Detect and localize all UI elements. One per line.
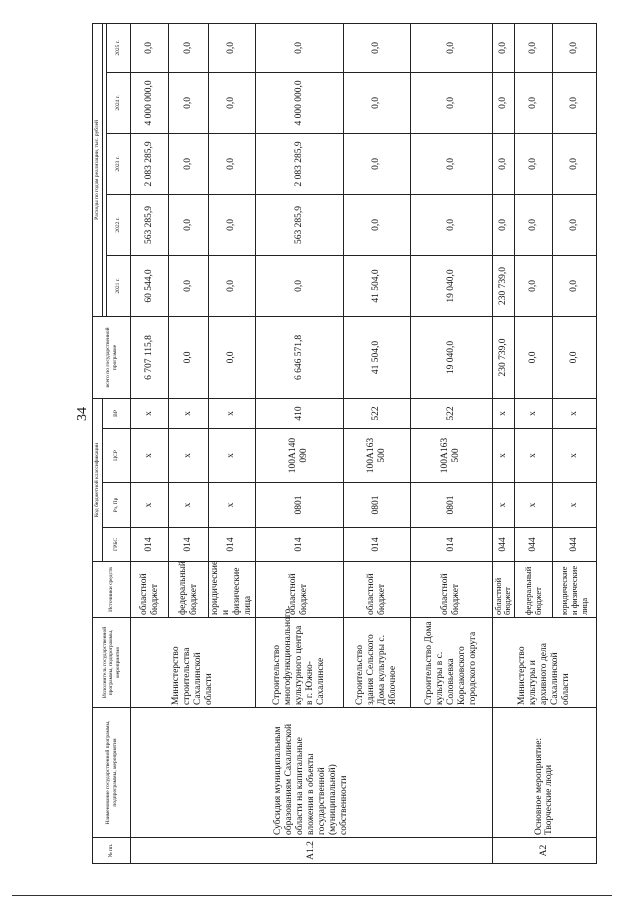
table-cell: 2 083 285,9 [255,133,343,194]
table-cell: 0,0 [553,23,597,72]
table-cell: 0,0 [209,194,256,255]
table-cell: 0,0 [492,133,515,194]
table-cell: 0,0 [209,72,256,133]
table-cell: 014 [343,528,410,562]
table-cell: 41 504,0 [343,255,410,316]
table-cell: х [169,398,209,428]
table-cell: 0,0 [209,316,256,398]
col-grbs-header: ГРБС [103,528,131,562]
col-source-header: Источники средств [93,562,131,618]
table-cell: 6 707 115,8 [131,316,169,398]
table-cell: 0,0 [343,23,410,72]
table-cell: 0,0 [169,72,209,133]
object-name: Строительство Дома культуры в с. Соловьевка Корсаковского городского округа [410,618,492,708]
row-number: А2 [492,838,597,864]
table-row [492,23,515,863]
table-cell: 0,0 [131,23,169,72]
table-cell: 0,0 [343,133,410,194]
table-cell: х [209,429,256,483]
measure-name: Основное мероприятие: Творческие люди [492,708,597,838]
table-cell: х [209,483,256,528]
table-cell: 563 285,9 [131,194,169,255]
col-rzpr-header: Рз, Пр [103,483,131,528]
table-cell: 230 739,0 [492,316,515,398]
table-cell: 0,0 [410,72,492,133]
col-executor-header: Исполнитель государственной программы, подпрограммы, мероприятия [93,618,131,708]
row-number: А1.2 [131,838,493,864]
table-cell: х [131,483,169,528]
table-cell: 0,0 [169,194,209,255]
table-cell: 2 083 285,9 [131,133,169,194]
table-cell: 0,0 [255,255,343,316]
table-cell: 0,0 [515,72,553,133]
col-budget-class-header: Код бюджетной классификации [93,398,103,561]
table-cell: 0,0 [410,133,492,194]
col-expenses-header: Расходы по годам реализации, тыс. рублей [93,23,103,316]
executor-name: Министерство строительства Сахалинской области [131,618,256,708]
table-cell: х [515,483,553,528]
table-cell: 0,0 [553,194,597,255]
table-cell: 0,0 [492,23,515,72]
object-name: Строительство здания Сельского Дома культуры с. Яблочное [343,618,410,708]
table-cell: 0801 [343,483,410,528]
table-cell: х [553,429,597,483]
table-cell: областной бюджет [343,562,410,618]
table-cell: 0,0 [169,316,209,398]
table-cell: 0,0 [492,72,515,133]
col-2024-header: 2024 г. [107,72,131,133]
col-total-header: всего по государственной программе [93,316,131,398]
table-cell: 014 [255,528,343,562]
object-name: Строительство многофункционального культурного центра в г. Южно-Сахалинске [255,618,343,708]
table-cell: х [209,398,256,428]
table-cell: 0,0 [209,255,256,316]
table-cell: 044 [515,528,553,562]
table-cell: 0,0 [410,194,492,255]
table-cell: 522 [343,398,410,428]
table-cell: федеральный бюджет [515,562,553,618]
table-cell: 0,0 [515,23,553,72]
table-cell: 0801 [255,483,343,528]
table-cell: 0,0 [343,72,410,133]
table-cell: 4 000 000,0 [131,72,169,133]
col-name-header: Наименование государственной программы, подпрограммы, мероприятия [93,708,131,838]
table-cell: 6 646 571,8 [255,316,343,398]
table-cell: 0,0 [209,133,256,194]
table-cell: 0,0 [410,23,492,72]
table-cell: 0,0 [169,133,209,194]
table-cell: 0,0 [169,255,209,316]
table-cell: 044 [492,528,515,562]
col-2021-header: 2021 г. [107,255,131,316]
table-cell: 0,0 [553,316,597,398]
executor-name: Министерство культуры и архивного дела Сахалинской области [492,618,597,708]
table-cell: 4 000 000,0 [255,72,343,133]
table-cell: 0,0 [492,194,515,255]
col-2022-header: 2022 г. [107,194,131,255]
table-row [131,23,169,863]
table-cell: 0,0 [553,255,597,316]
table-cell: х [169,483,209,528]
table-cell: 0,0 [515,316,553,398]
table-cell: 230 739,0 [492,255,515,316]
table-cell: х [515,429,553,483]
table-cell: х [553,483,597,528]
table-cell: 100A163 500 [410,429,492,483]
col-2023-header: 2023 г. [107,133,131,194]
table-cell: 100A140 090 [255,429,343,483]
table-cell: х [492,398,515,428]
col-2025-header: 2025 г. [107,23,131,72]
table-cell: федеральный бюджет [169,562,209,618]
table-cell: юридические и физические лица [553,562,597,618]
page-bottom-rule [12,895,612,896]
table-cell: 0801 [410,483,492,528]
table-cell: юридические и физические лица [209,562,256,618]
table-cell: 100A163 500 [343,429,410,483]
table-cell: 0,0 [255,23,343,72]
col-vr-header: ВР [103,398,131,428]
table-cell: х [131,429,169,483]
table-cell: 044 [553,528,597,562]
table-cell: 014 [209,528,256,562]
table-cell: 522 [410,398,492,428]
table-cell: 19 040,0 [410,255,492,316]
table-cell: 0,0 [515,255,553,316]
table-cell: х [492,429,515,483]
table-cell: областной бюджет [492,562,515,618]
table-cell: 014 [169,528,209,562]
table-cell: 014 [131,528,169,562]
budget-table [92,23,597,864]
table-cell: 0,0 [209,23,256,72]
table-cell: 0,0 [515,194,553,255]
rotated-table-container [92,24,592,864]
table-cell: 0,0 [343,194,410,255]
table-cell: 41 504,0 [343,316,410,398]
table-cell: областной бюджет [255,562,343,618]
table-cell: 0,0 [553,133,597,194]
table-cell: 410 [255,398,343,428]
col-num-header: № пп. [93,838,131,864]
table-cell: областной бюджет [410,562,492,618]
table-cell: 0,0 [169,23,209,72]
table-cell: х [131,398,169,428]
table-cell: х [492,483,515,528]
table-cell: х [169,429,209,483]
page-number: 34 [75,407,90,421]
col-csr-header: ЦСР [103,429,131,483]
table-cell: 0,0 [515,133,553,194]
table-cell: 563 285,9 [255,194,343,255]
table-cell: х [553,398,597,428]
table-cell: 60 544,0 [131,255,169,316]
measure-name: Субсидия муниципальным образованиям Сахалинской области на капитальные вложения в объекты государственной (муниципальной) собственности [131,708,493,838]
table-cell: областной бюджет [131,562,169,618]
table-cell: 014 [410,528,492,562]
table-cell: 19 040,0 [410,316,492,398]
table-cell: 0,0 [553,72,597,133]
table-cell: х [515,398,553,428]
